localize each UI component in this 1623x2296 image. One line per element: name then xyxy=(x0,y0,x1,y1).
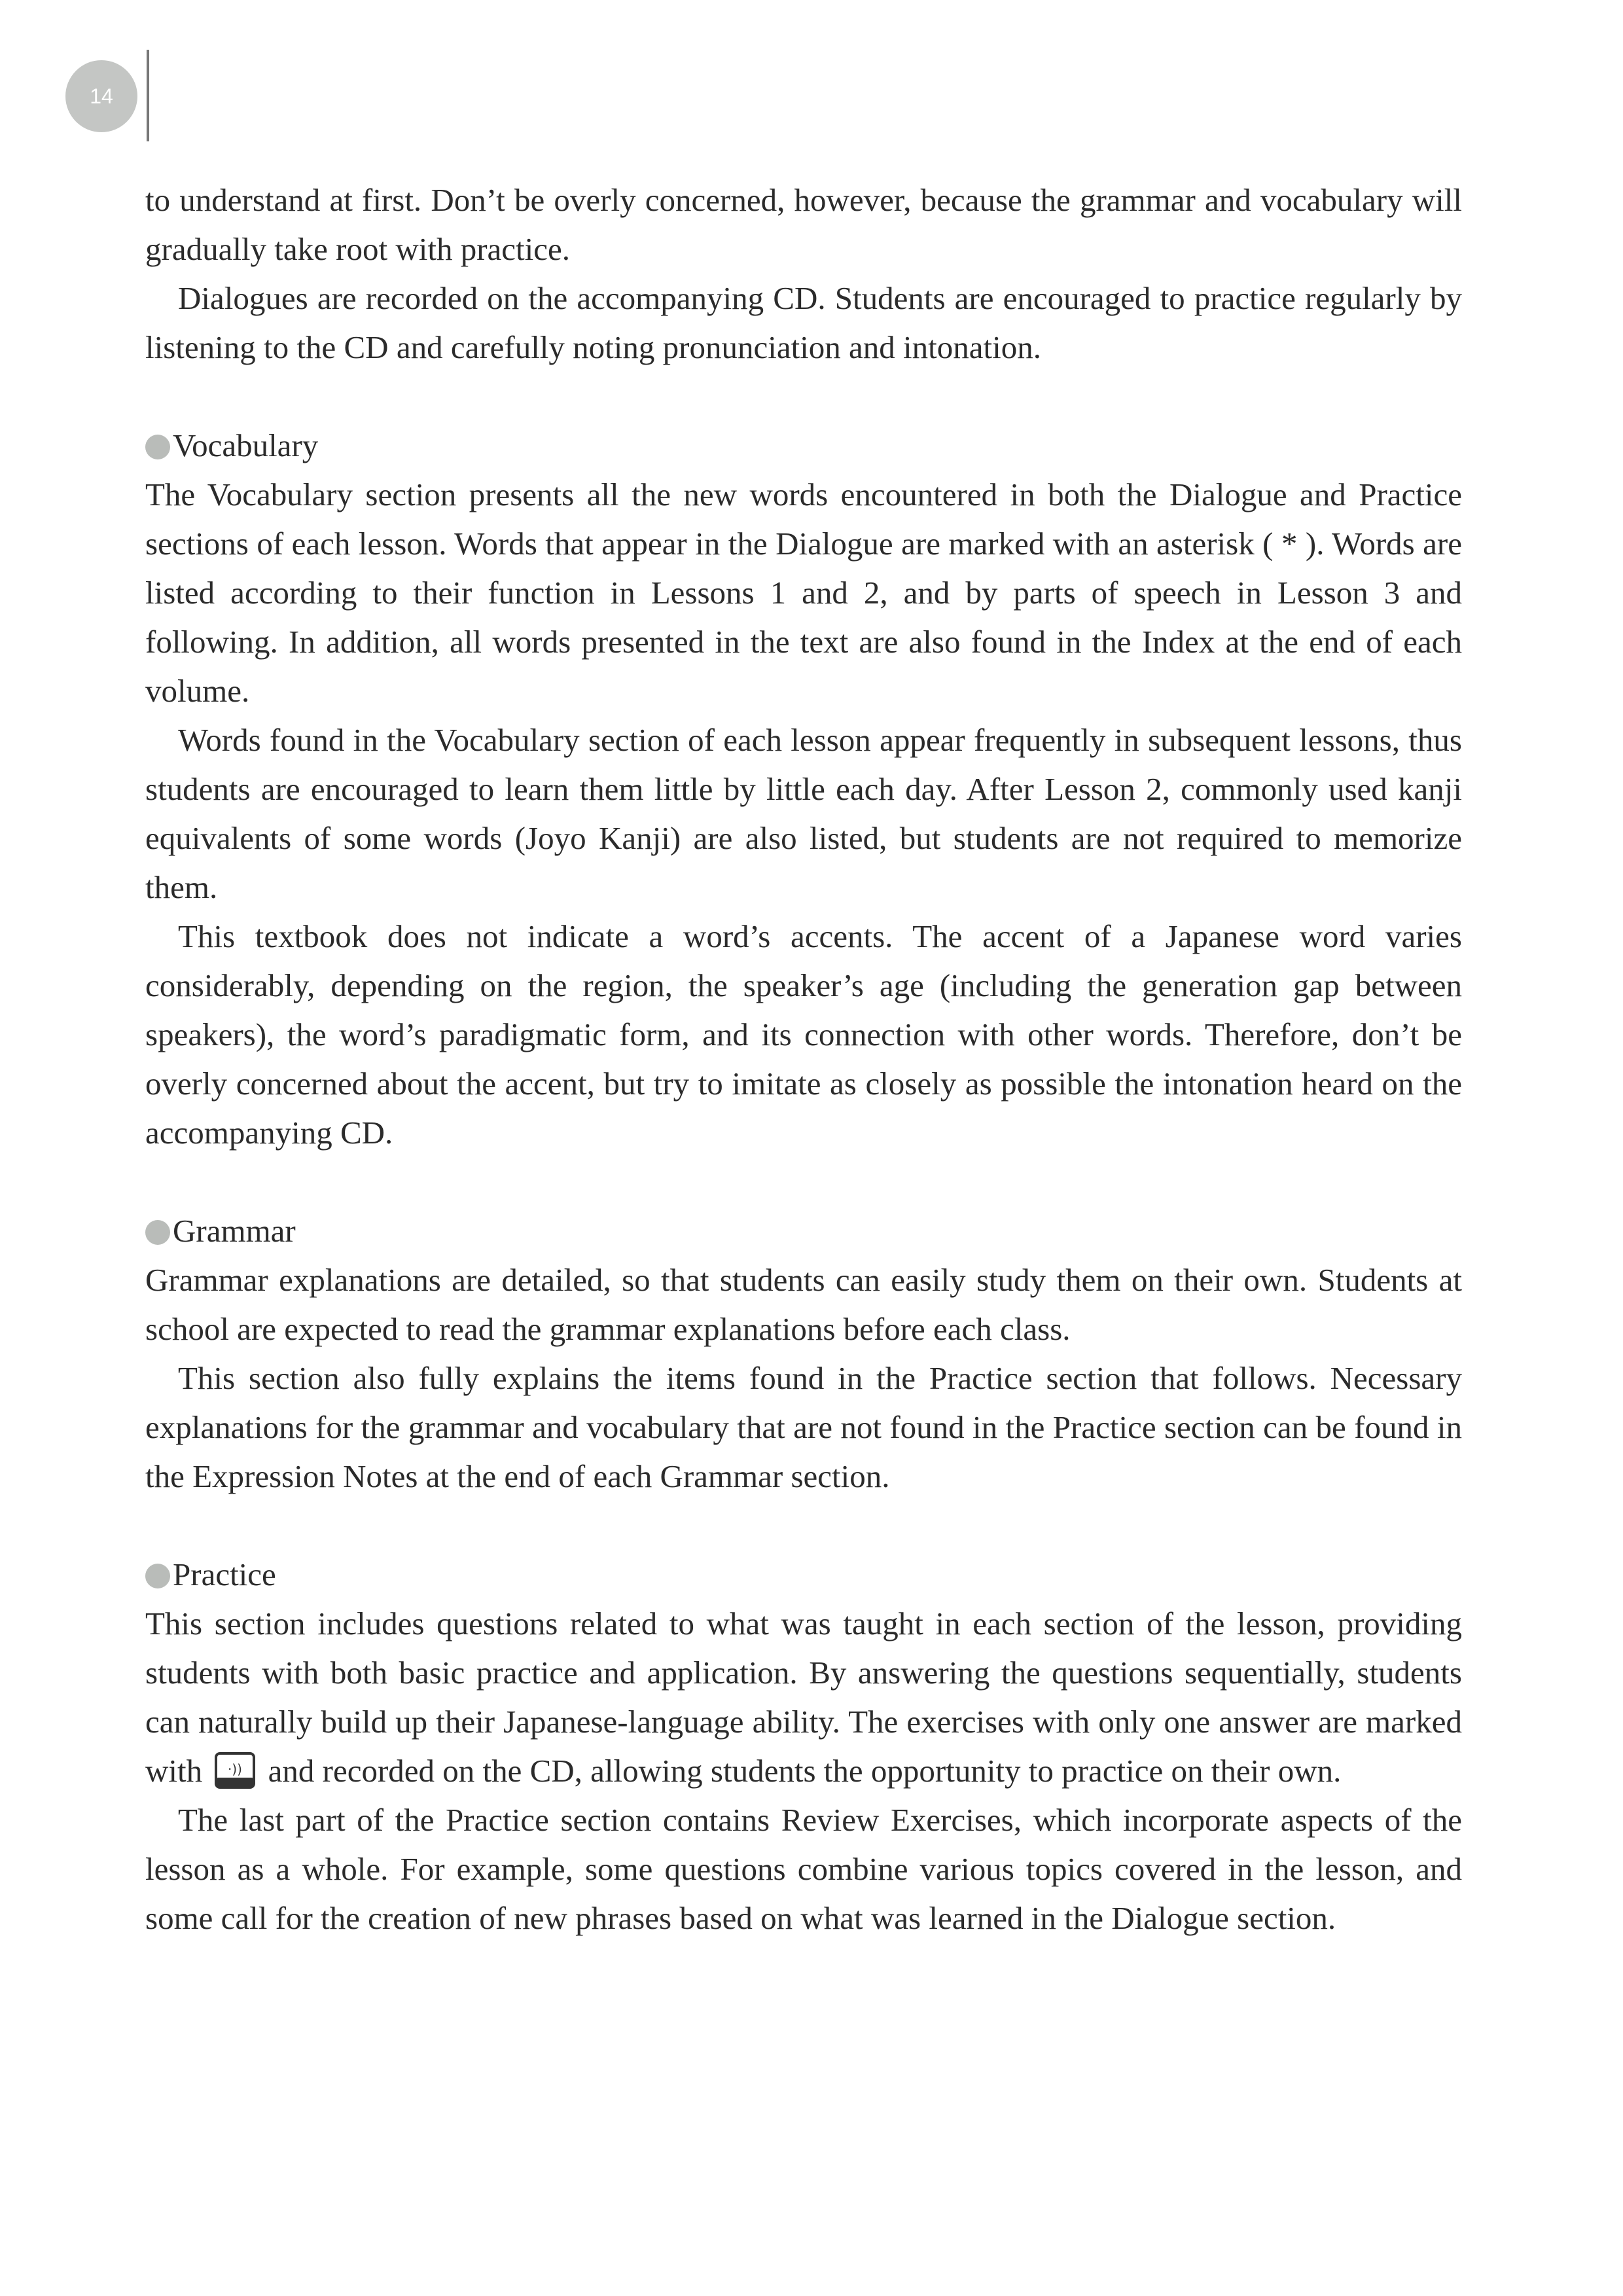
circle-bullet-icon xyxy=(145,1564,170,1588)
svg-text:·)): ·)) xyxy=(228,1761,243,1777)
vocabulary-heading xyxy=(145,421,1462,470)
header-divider xyxy=(147,50,149,141)
practice-heading-text: Practice xyxy=(173,1556,276,1592)
vocabulary-paragraph-2: Words found in the Vocabulary section of each lesson appear frequently in subsequent lessons, thus students are encouraged to learn them little by little each day. After Lesson 2, commonly used kanji equivalents of some words (Joyo Kanji) are also listed, but students are not required to memorize them. xyxy=(145,722,1462,905)
grammar-paragraph-2: This section also fully explains the items found in the Practice section that follows. Necessary explanations for the grammar and vocabulary that are not found in the Practice section can be found in the Expression Notes at the end of each Grammar section. xyxy=(145,1360,1462,1494)
grammar-heading-text: Grammar xyxy=(173,1213,296,1249)
section-spacer xyxy=(145,1157,1462,1206)
practice-paragraph-2: The last part of the Practice section contains Review Exercises, which incorporate aspects of the lesson as a whole. For example, some questions combine various topics covered in the lesson, and some call for the creation of new phrases based on what was learned in the Dialogue section. xyxy=(145,1802,1462,1936)
intro-paragraph-2: Dialogues are recorded on the accompanying CD. Students are encouraged to practice regularly by listening to the CD and carefully noting pronunciation and intonation. xyxy=(145,280,1462,365)
circle-bullet-icon xyxy=(145,435,170,459)
vocabulary-paragraph-1: The Vocabulary section presents all the new words encountered in both the Dialogue and Practice sections of each lesson. Words that appear in the Dialogue are marked with an asterisk ( * ). Words are listed according to their function in Lessons 1 and 2, and by parts of speech in Lesson 3 and following. In addition, all words presented in the text are also found in the Index at the end of each volume. xyxy=(145,476,1462,709)
vocabulary-heading-text: Vocabulary xyxy=(173,427,319,463)
intro-paragraph-1: to understand at first. Don’t be overly concerned, however, because the grammar and vocabulary will gradually take root with practice. xyxy=(145,182,1462,267)
vocabulary-paragraph-3: This textbook does not indicate a word’s accents. The accent of a Japanese word varies considerably, depending on the region, the speaker’s age (including the generation gap between speakers), the word’s paradigmatic form, and its connection with other words. Therefore, don’t be overly concerned about the accent, but try to imitate as closely as possible the intonation heard on the accompanying CD. xyxy=(145,918,1462,1151)
circle-bullet-icon xyxy=(145,1220,170,1245)
page-number: 14 xyxy=(90,84,113,108)
practice-paragraph-1-text-b: and recorded on the CD, allowing students the opportunity to practice on their own. xyxy=(268,1753,1342,1789)
practice-paragraph-1-text-a: This section includes questions related to what was taught in each section of the lesson, providing students with both basic practice and application. By answering the questions sequentially, students can naturally build up their Japanese-language ability. The exercises with only one answer are marked with xyxy=(145,1605,1462,1789)
section-spacer xyxy=(145,372,1462,421)
practice-paragraph-1 xyxy=(145,1599,1462,1795)
cd-audio-icon xyxy=(214,1751,256,1789)
grammar-heading xyxy=(145,1206,1462,1255)
section-spacer xyxy=(145,1501,1462,1550)
page-number-badge xyxy=(65,60,137,132)
practice-heading xyxy=(145,1550,1462,1599)
grammar-paragraph-1: Grammar explanations are detailed, so that students can easily study them on their own. Students at school are expected to read the grammar explanations before each class. xyxy=(145,1262,1462,1347)
page-body xyxy=(145,175,1462,1943)
